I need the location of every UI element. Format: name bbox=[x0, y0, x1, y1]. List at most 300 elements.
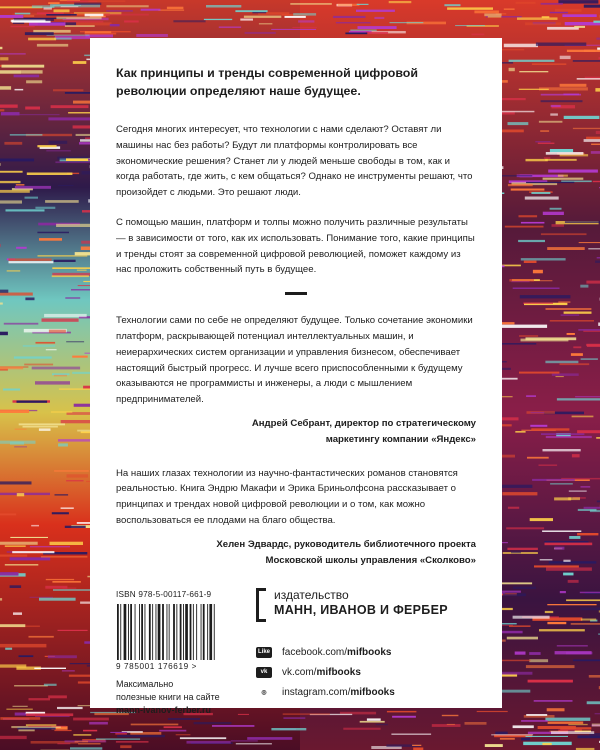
glitch-streak bbox=[0, 367, 23, 370]
glitch-streak bbox=[116, 741, 149, 743]
glitch-streak bbox=[39, 598, 76, 601]
glitch-streak bbox=[568, 497, 580, 500]
glitch-streak bbox=[568, 724, 587, 725]
glitch-streak bbox=[509, 68, 515, 71]
glitch-streak bbox=[0, 332, 8, 336]
glitch-streak bbox=[30, 546, 70, 547]
barcode-bar bbox=[203, 604, 205, 660]
glitch-streak bbox=[0, 303, 3, 305]
glitch-streak bbox=[85, 33, 117, 35]
glitch-streak bbox=[530, 425, 547, 427]
glitch-streak bbox=[0, 513, 16, 515]
glitch-streak bbox=[74, 3, 101, 5]
publisher-logo bbox=[256, 588, 448, 622]
glitch-streak bbox=[526, 182, 574, 183]
publisher-label: издательство bbox=[274, 588, 349, 603]
glitch-streak bbox=[547, 247, 585, 250]
glitch-streak bbox=[63, 588, 77, 589]
tagline-line-1: Максимально bbox=[116, 679, 174, 690]
barcode-bar bbox=[117, 604, 119, 660]
glitch-streak bbox=[62, 670, 75, 671]
barcode-bar bbox=[196, 604, 197, 660]
glitch-streak bbox=[48, 655, 77, 658]
glitch-streak bbox=[5, 648, 12, 650]
glitch-streak bbox=[500, 322, 514, 324]
glitch-streak bbox=[0, 57, 8, 60]
glitch-streak bbox=[0, 159, 34, 162]
glitch-streak bbox=[596, 437, 600, 439]
barcode-bar bbox=[162, 604, 164, 660]
glitch-streak bbox=[572, 454, 580, 457]
glitch-streak bbox=[72, 356, 88, 358]
glitch-streak bbox=[106, 5, 148, 7]
glitch-streak bbox=[577, 430, 600, 433]
glitch-streak bbox=[507, 548, 538, 550]
divider bbox=[285, 292, 307, 295]
glitch-streak bbox=[529, 659, 548, 662]
glitch-streak bbox=[504, 9, 515, 10]
glitch-streak bbox=[136, 34, 168, 37]
glitch-streak bbox=[444, 4, 460, 6]
glitch-streak bbox=[526, 337, 577, 340]
glitch-streak bbox=[526, 395, 536, 396]
glitch-streak bbox=[557, 398, 600, 400]
glitch-streak bbox=[105, 14, 149, 16]
glitch-streak bbox=[54, 730, 71, 731]
glitch-streak bbox=[57, 707, 83, 709]
glitch-streak bbox=[25, 107, 40, 110]
glitch-streak bbox=[49, 330, 66, 333]
glitch-streak bbox=[120, 745, 131, 748]
glitch-streak bbox=[17, 401, 48, 403]
glitch-streak bbox=[550, 208, 562, 210]
glitch-streak bbox=[528, 680, 573, 683]
glitch-streak bbox=[500, 738, 515, 740]
barcode-bar bbox=[169, 604, 170, 660]
barcode-bar bbox=[214, 604, 215, 660]
glitch-streak bbox=[15, 13, 30, 15]
glitch-streak bbox=[541, 233, 587, 235]
glitch-streak bbox=[3, 389, 20, 391]
glitch-streak bbox=[581, 358, 598, 360]
glitch-streak bbox=[333, 16, 366, 18]
glitch-streak bbox=[141, 9, 161, 11]
publisher-name: МАНН, ИВАНОВ И ФЕРБЕР bbox=[274, 603, 448, 618]
glitch-streak bbox=[70, 747, 102, 749]
glitch-streak bbox=[25, 298, 34, 301]
glitch-streak bbox=[15, 186, 51, 189]
glitch-streak bbox=[560, 363, 590, 365]
glitch-streak bbox=[542, 743, 551, 745]
glitch-streak bbox=[595, 261, 600, 263]
glitch-streak bbox=[577, 78, 600, 80]
glitch-streak bbox=[521, 258, 566, 260]
glitch-streak bbox=[0, 109, 4, 111]
barcode-bar bbox=[158, 604, 161, 660]
glitch-streak bbox=[0, 572, 19, 576]
glitch-streak bbox=[484, 14, 501, 17]
glitch-streak bbox=[477, 711, 508, 712]
glitch-streak bbox=[588, 248, 600, 249]
glitch-streak bbox=[36, 342, 56, 344]
glitch-streak bbox=[538, 143, 555, 144]
glitch-streak bbox=[16, 184, 25, 186]
glitch-streak bbox=[595, 88, 600, 92]
barcode-bar bbox=[209, 604, 212, 660]
glitch-streak bbox=[61, 6, 79, 7]
glitch-streak bbox=[28, 726, 66, 727]
glitch-streak bbox=[558, 0, 598, 4]
glitch-streak bbox=[563, 573, 573, 576]
glitch-streak bbox=[67, 474, 89, 477]
glitch-streak bbox=[65, 26, 95, 27]
glitch-streak bbox=[46, 14, 76, 16]
glitch-streak bbox=[502, 492, 537, 495]
glitch-streak bbox=[523, 303, 553, 304]
glitch-streak bbox=[236, 743, 272, 745]
glitch-streak bbox=[563, 560, 570, 562]
glitch-streak bbox=[550, 113, 558, 115]
glitch-streak bbox=[521, 738, 530, 741]
glitch-streak bbox=[44, 314, 87, 317]
glitch-streak bbox=[64, 21, 103, 23]
glitch-streak bbox=[578, 329, 600, 331]
glitch-streak bbox=[491, 734, 533, 735]
glitch-streak bbox=[51, 411, 72, 412]
barcode-bar bbox=[193, 604, 194, 660]
glitch-streak bbox=[525, 22, 561, 25]
glitch-streak bbox=[73, 718, 109, 721]
glitch-streak bbox=[10, 442, 24, 445]
glitch-streak bbox=[584, 507, 600, 509]
glitch-streak bbox=[158, 9, 184, 11]
glitch-streak bbox=[9, 258, 52, 261]
glitch-streak bbox=[73, 734, 91, 736]
glitch-streak bbox=[240, 19, 253, 21]
glitch-streak bbox=[532, 479, 575, 481]
barcode-bar bbox=[207, 604, 208, 660]
glitch-streak bbox=[533, 270, 543, 274]
glitch-streak bbox=[34, 668, 66, 669]
glitch-streak bbox=[357, 4, 369, 5]
glitch-streak bbox=[513, 288, 560, 290]
glitch-streak bbox=[573, 659, 600, 661]
glitch-streak bbox=[552, 373, 579, 376]
glitch-streak bbox=[564, 116, 600, 119]
glitch-streak bbox=[499, 660, 531, 662]
glitch-streak bbox=[519, 89, 549, 90]
barcode-bar bbox=[190, 604, 192, 660]
glitch-streak bbox=[65, 526, 86, 528]
glitch-streak bbox=[539, 629, 585, 631]
glitch-streak bbox=[0, 664, 26, 667]
glitch-streak bbox=[48, 117, 94, 120]
quote-author-2 bbox=[116, 537, 476, 569]
glitch-streak bbox=[554, 547, 564, 550]
barcode-bar bbox=[176, 604, 177, 660]
glitch-streak bbox=[14, 356, 52, 358]
quote-author-2-line-1: Хелен Эдвардс, руководитель библиотечного проекта bbox=[216, 538, 476, 550]
glitch-streak bbox=[562, 14, 596, 17]
glitch-streak bbox=[541, 433, 584, 434]
glitch-streak bbox=[77, 270, 87, 271]
quote-author-1 bbox=[116, 416, 476, 448]
glitch-streak bbox=[124, 20, 139, 22]
glitch-streak bbox=[561, 314, 580, 315]
glitch-streak bbox=[584, 139, 600, 142]
glitch-streak bbox=[26, 713, 73, 716]
glitch-streak bbox=[526, 736, 569, 737]
barcode-bar bbox=[145, 604, 146, 660]
glitch-streak bbox=[46, 579, 74, 580]
glitch-streak bbox=[0, 624, 25, 627]
barcode-bar bbox=[180, 604, 182, 660]
glitch-streak bbox=[391, 734, 431, 735]
glitch-streak bbox=[560, 56, 571, 59]
glitch-streak bbox=[28, 38, 56, 41]
glitch-streak bbox=[539, 121, 563, 123]
glitch-streak bbox=[540, 559, 553, 561]
glitch-streak bbox=[0, 105, 18, 108]
glitch-streak bbox=[54, 38, 72, 40]
glitch-streak bbox=[27, 173, 73, 176]
glitch-streak bbox=[46, 150, 71, 151]
glitch-streak bbox=[293, 13, 316, 16]
glitch-streak bbox=[550, 149, 573, 152]
glitch-streak bbox=[547, 622, 566, 624]
glitch-streak bbox=[16, 247, 27, 249]
glitch-streak bbox=[14, 75, 39, 78]
glitch-streak bbox=[544, 541, 588, 543]
glitch-streak bbox=[546, 308, 592, 310]
glitch-streak bbox=[566, 599, 600, 601]
glitch-streak bbox=[508, 122, 529, 125]
glitch-streak bbox=[271, 29, 316, 30]
glitch-streak bbox=[57, 743, 70, 744]
glitch-streak bbox=[545, 361, 578, 364]
glitch-streak bbox=[572, 416, 594, 418]
instagram-icon: ◎ bbox=[261, 689, 267, 696]
glitch-streak bbox=[543, 178, 584, 180]
glitch-streak bbox=[534, 565, 579, 567]
glitch-streak bbox=[593, 21, 600, 23]
barcode-number: 9 785001 176619 > bbox=[116, 662, 198, 672]
glitch-streak bbox=[39, 238, 62, 241]
glitch-streak bbox=[573, 128, 600, 129]
glitch-streak bbox=[0, 717, 40, 720]
glitch-streak bbox=[526, 714, 547, 716]
glitch-streak bbox=[557, 645, 588, 646]
glitch-streak bbox=[499, 325, 547, 328]
barcode-bar bbox=[130, 604, 132, 660]
glitch-streak bbox=[219, 27, 241, 28]
glitch-streak bbox=[204, 19, 232, 20]
glitch-streak bbox=[298, 20, 314, 22]
glitch-streak bbox=[535, 141, 550, 142]
glitch-streak bbox=[29, 636, 54, 638]
glitch-streak bbox=[567, 333, 575, 335]
glitch-streak bbox=[29, 22, 66, 25]
glitch-streak bbox=[511, 551, 521, 553]
glitch-streak bbox=[504, 44, 538, 48]
glitch-streak bbox=[0, 47, 2, 49]
glitch-streak bbox=[13, 23, 24, 24]
glitch-streak bbox=[42, 318, 79, 321]
glitch-streak bbox=[4, 323, 39, 325]
glitch-streak bbox=[53, 89, 83, 91]
glitch-streak bbox=[58, 185, 74, 186]
glitch-streak bbox=[558, 175, 568, 177]
barcode-bar bbox=[167, 604, 168, 660]
glitch-streak bbox=[0, 163, 1, 166]
glitch-streak bbox=[5, 564, 39, 565]
glitch-streak bbox=[85, 14, 104, 17]
glitch-streak bbox=[350, 30, 376, 31]
glitch-streak bbox=[544, 157, 550, 158]
glitch-streak bbox=[546, 436, 592, 438]
glitch-streak bbox=[25, 32, 54, 35]
glitch-streak bbox=[516, 2, 536, 4]
glitch-streak bbox=[54, 260, 76, 262]
glitch-streak bbox=[17, 493, 24, 496]
back-cover-panel bbox=[90, 38, 502, 716]
glitch-streak bbox=[55, 161, 94, 163]
glitch-streak bbox=[0, 171, 23, 173]
barcode-bar bbox=[120, 604, 121, 660]
glitch-streak bbox=[49, 141, 68, 144]
glitch-streak bbox=[592, 724, 600, 727]
glitch-streak bbox=[532, 64, 566, 65]
glitch-streak bbox=[0, 181, 21, 183]
glitch-streak bbox=[23, 345, 55, 346]
glitch-streak bbox=[13, 706, 28, 707]
glitch-streak bbox=[595, 713, 600, 714]
glitch-streak bbox=[176, 734, 191, 735]
glitch-streak bbox=[546, 567, 592, 570]
barcode-bar bbox=[183, 604, 184, 660]
barcode-bar bbox=[139, 604, 140, 660]
glitch-streak bbox=[30, 597, 53, 598]
glitch-streak bbox=[0, 15, 23, 18]
intro-paragraph-2: С помощью машин, платформ и толпы можно получить различные результаты — в зависимости от того, как их использовать. Понимание того, какие принципы и тренды стоят за современной цифровой революцией, поможет каждому из нас проложить собственный путь в будущее. bbox=[116, 216, 475, 276]
glitch-streak bbox=[498, 485, 533, 488]
glitch-streak bbox=[26, 724, 56, 726]
glitch-streak bbox=[505, 226, 544, 228]
glitch-streak bbox=[37, 232, 69, 234]
glitch-streak bbox=[12, 551, 54, 553]
glitch-streak bbox=[548, 170, 598, 173]
glitch-streak bbox=[0, 481, 31, 484]
glitch-streak bbox=[11, 20, 46, 22]
glitch-streak bbox=[0, 53, 26, 54]
glitch-streak bbox=[52, 275, 89, 277]
glitch-streak bbox=[11, 26, 35, 27]
glitch-streak bbox=[290, 3, 332, 4]
glitch-streak bbox=[581, 486, 591, 487]
glitch-streak bbox=[66, 341, 84, 342]
social-facebook[interactable] bbox=[256, 642, 395, 662]
glitch-streak bbox=[513, 587, 536, 589]
glitch-streak bbox=[35, 381, 70, 384]
glitch-streak bbox=[7, 270, 21, 271]
barcode-bar bbox=[128, 604, 129, 660]
tagline-line-2: полезные книги на сайте bbox=[116, 692, 220, 703]
social-facebook-handle: mifbooks bbox=[347, 646, 392, 658]
glitch-streak bbox=[10, 537, 48, 538]
glitch-streak bbox=[50, 542, 84, 545]
glitch-streak bbox=[455, 25, 485, 26]
glitch-streak bbox=[15, 89, 24, 91]
glitch-streak bbox=[547, 604, 596, 605]
glitch-streak bbox=[26, 80, 42, 83]
social-vk[interactable] bbox=[256, 662, 395, 682]
glitch-streak bbox=[485, 744, 503, 747]
glitch-streak bbox=[117, 735, 165, 737]
glitch-streak bbox=[0, 542, 38, 545]
headline: Как принципы и тренды современной цифровой революции определяют наше будущее. bbox=[116, 66, 418, 98]
glitch-streak bbox=[52, 581, 81, 583]
glitch-streak bbox=[89, 722, 108, 725]
glitch-streak bbox=[555, 651, 592, 654]
glitch-streak bbox=[337, 4, 359, 6]
glitch-streak bbox=[59, 389, 94, 390]
glitch-streak bbox=[6, 209, 45, 211]
glitch-streak bbox=[61, 508, 74, 509]
glitch-streak bbox=[552, 224, 565, 227]
glitch-streak bbox=[52, 512, 69, 514]
glitch-streak bbox=[345, 33, 367, 35]
glitch-streak bbox=[474, 11, 499, 14]
glitch-streak bbox=[4, 142, 22, 145]
glitch-streak bbox=[389, 1, 412, 3]
glitch-streak bbox=[551, 105, 561, 107]
quote-text-2: На наших глазах технологии из научно-фантастических романов становятся реальностью. Книга Эндрю Макафи и Эрика Бриньолфсона рассказывает о принципах и трендах новой цифровой революции и о том, как можно воспользоваться ее плодами на благо общества. bbox=[116, 467, 458, 526]
barcode-bar bbox=[173, 604, 175, 660]
glitch-streak bbox=[509, 60, 555, 62]
glitch-streak bbox=[35, 207, 55, 209]
glitch-streak bbox=[549, 561, 597, 563]
glitch-streak bbox=[555, 9, 582, 12]
glitch-streak bbox=[519, 372, 559, 374]
glitch-streak bbox=[571, 623, 600, 625]
glitch-streak bbox=[548, 722, 584, 724]
glitch-streak bbox=[358, 26, 397, 29]
glitch-streak bbox=[508, 507, 519, 509]
social-instagram[interactable] bbox=[256, 682, 395, 702]
glitch-streak bbox=[560, 591, 566, 593]
glitch-streak bbox=[106, 10, 133, 12]
glitch-streak bbox=[488, 16, 502, 17]
glitch-streak bbox=[542, 531, 581, 532]
glitch-streak bbox=[44, 684, 57, 686]
glitch-streak bbox=[58, 443, 68, 446]
glitch-streak bbox=[583, 331, 600, 332]
glitch-streak bbox=[0, 200, 22, 203]
glitch-streak bbox=[517, 17, 558, 20]
glitch-streak bbox=[596, 131, 600, 134]
glitch-streak bbox=[56, 17, 101, 20]
barcode-bar bbox=[135, 604, 136, 660]
site-link[interactable]: mann-ivanov-ferber.ru bbox=[116, 705, 212, 716]
glitch-streak bbox=[5, 545, 26, 547]
glitch-streak bbox=[497, 111, 535, 113]
social-links bbox=[256, 642, 395, 702]
glitch-streak bbox=[569, 491, 587, 492]
barcode-bar bbox=[152, 604, 153, 660]
glitch-streak bbox=[110, 24, 120, 26]
glitch-streak bbox=[259, 23, 273, 24]
social-instagram-prefix: instagram.com/ bbox=[282, 686, 351, 698]
